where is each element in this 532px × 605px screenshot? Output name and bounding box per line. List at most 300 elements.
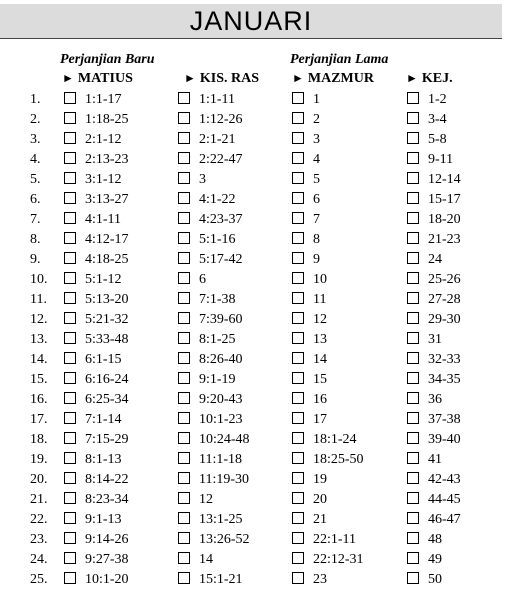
reading-cell-kis-ras bbox=[178, 512, 243, 528]
reading-cell-matius bbox=[64, 152, 129, 168]
reading-checkbox[interactable] bbox=[64, 112, 76, 124]
table-row bbox=[0, 152, 532, 172]
reading-checkbox[interactable] bbox=[407, 312, 419, 324]
reading-cell-kis-ras bbox=[178, 92, 235, 108]
reading-passage: 25-26 bbox=[428, 272, 461, 287]
reading-cell-kej bbox=[407, 472, 461, 488]
reading-cell-kej bbox=[407, 412, 461, 428]
reading-checkbox[interactable] bbox=[292, 212, 304, 224]
reading-checkbox[interactable] bbox=[64, 412, 76, 424]
reading-cell-kej bbox=[407, 552, 442, 568]
reading-cell-kis-ras bbox=[178, 532, 250, 548]
reading-cell-kej bbox=[407, 192, 461, 208]
reading-checkbox[interactable] bbox=[407, 412, 419, 424]
day-number: 11. bbox=[30, 292, 47, 307]
reading-cell-mazmur bbox=[292, 512, 327, 528]
reading-checkbox[interactable] bbox=[64, 152, 76, 164]
reading-cell-kej bbox=[407, 512, 461, 528]
table-row bbox=[0, 192, 532, 212]
reading-checkbox[interactable] bbox=[64, 172, 76, 184]
reading-passage: 15-17 bbox=[428, 192, 461, 207]
reading-passage: 5:13-20 bbox=[85, 292, 129, 307]
reading-checkbox[interactable] bbox=[178, 212, 190, 224]
reading-passage: 4:12-17 bbox=[85, 232, 129, 247]
reading-checkbox[interactable] bbox=[407, 552, 419, 564]
reading-checkbox[interactable] bbox=[407, 252, 419, 264]
reading-checkbox[interactable] bbox=[292, 512, 304, 524]
table-row bbox=[0, 492, 532, 512]
table-row bbox=[0, 92, 532, 112]
reading-checkbox[interactable] bbox=[292, 552, 304, 564]
reading-passage: 7:1-38 bbox=[199, 292, 236, 307]
reading-passage: 24 bbox=[428, 252, 442, 267]
reading-passage: 14 bbox=[199, 552, 213, 567]
reading-passage: 7:15-29 bbox=[85, 432, 129, 447]
reading-checkbox[interactable] bbox=[407, 192, 419, 204]
day-number: 5. bbox=[30, 172, 41, 187]
reading-passage: 11:19-30 bbox=[199, 472, 250, 487]
day-number: 1. bbox=[30, 92, 41, 107]
reading-cell-matius bbox=[64, 392, 129, 408]
reading-passage: 29-30 bbox=[428, 312, 461, 327]
reading-passage: 5:33-48 bbox=[85, 332, 129, 347]
reading-checkbox[interactable] bbox=[178, 412, 190, 424]
reading-cell-mazmur bbox=[292, 172, 320, 188]
reading-checkbox[interactable] bbox=[292, 492, 304, 504]
reading-checkbox[interactable] bbox=[64, 372, 76, 384]
reading-cell-kis-ras bbox=[178, 232, 236, 248]
reading-cell-kis-ras bbox=[178, 272, 206, 288]
reading-cell-mazmur bbox=[292, 372, 327, 388]
reading-passage: 36 bbox=[428, 392, 442, 407]
reading-checkbox[interactable] bbox=[64, 232, 76, 244]
reading-cell-kej bbox=[407, 272, 461, 288]
reading-passage: 15:1-21 bbox=[199, 572, 243, 587]
reading-passage: 23 bbox=[313, 572, 327, 587]
reading-passage: 5:21-32 bbox=[85, 312, 129, 327]
reading-checkbox[interactable] bbox=[64, 552, 76, 564]
reading-cell-kej bbox=[407, 372, 461, 388]
reading-passage: 6:1-15 bbox=[85, 352, 122, 367]
reading-passage: 50 bbox=[428, 572, 442, 587]
reading-passage: 12-14 bbox=[428, 172, 461, 187]
reading-passage: 6:25-34 bbox=[85, 392, 129, 407]
day-number: 23. bbox=[30, 532, 48, 547]
reading-cell-mazmur bbox=[292, 112, 320, 128]
reading-cell-matius bbox=[64, 412, 122, 428]
reading-passage: 11 bbox=[313, 292, 327, 307]
reading-checkbox[interactable] bbox=[292, 112, 304, 124]
reading-checkbox[interactable] bbox=[292, 352, 304, 364]
reading-cell-kis-ras bbox=[178, 152, 243, 168]
reading-passage: 12 bbox=[199, 492, 213, 507]
reading-checkbox[interactable] bbox=[178, 112, 190, 124]
table-row bbox=[0, 212, 532, 232]
reading-checkbox[interactable] bbox=[292, 432, 304, 444]
day-number: 22. bbox=[30, 512, 48, 527]
table-row bbox=[0, 552, 532, 572]
table-row bbox=[0, 392, 532, 412]
table-row bbox=[0, 292, 532, 312]
reading-checkbox[interactable] bbox=[64, 312, 76, 324]
day-number: 17. bbox=[30, 412, 48, 427]
reading-cell-matius bbox=[64, 512, 122, 528]
reading-checkbox[interactable] bbox=[64, 352, 76, 364]
reading-passage: 42-43 bbox=[428, 472, 461, 487]
reading-passage: 3 bbox=[199, 172, 206, 187]
reading-checkbox[interactable] bbox=[407, 372, 419, 384]
reading-checkbox[interactable] bbox=[178, 272, 190, 284]
reading-cell-matius bbox=[64, 112, 129, 128]
reading-cell-matius bbox=[64, 192, 129, 208]
reading-cell-mazmur bbox=[292, 232, 320, 248]
reading-passage: 10:24-48 bbox=[199, 432, 250, 447]
reading-cell-mazmur bbox=[292, 92, 320, 108]
reading-passage: 7:1-14 bbox=[85, 412, 122, 427]
reading-cell-kej bbox=[407, 292, 461, 308]
reading-passage: 8:14-22 bbox=[85, 472, 129, 487]
reading-cell-kej bbox=[407, 572, 442, 588]
reading-checkbox[interactable] bbox=[64, 292, 76, 304]
reading-cell-kis-ras bbox=[178, 292, 236, 308]
reading-checkbox[interactable] bbox=[64, 492, 76, 504]
reading-checkbox[interactable] bbox=[178, 532, 190, 544]
reading-checkbox[interactable] bbox=[292, 272, 304, 284]
reading-checkbox[interactable] bbox=[178, 372, 190, 384]
reading-passage: 49 bbox=[428, 552, 442, 567]
table-row bbox=[0, 312, 532, 332]
reading-checkbox[interactable] bbox=[178, 152, 190, 164]
reading-checkbox[interactable] bbox=[407, 92, 419, 104]
title-bar bbox=[0, 4, 502, 39]
reading-cell-matius bbox=[64, 212, 121, 228]
reading-cell-kis-ras bbox=[178, 552, 213, 568]
reading-passage: 13:26-52 bbox=[199, 532, 250, 547]
reading-passage: 27-28 bbox=[428, 292, 461, 307]
reading-cell-mazmur bbox=[292, 472, 327, 488]
day-number: 14. bbox=[30, 352, 48, 367]
reading-cell-matius bbox=[64, 172, 122, 188]
reading-passage: 8 bbox=[313, 232, 320, 247]
reading-checkbox[interactable] bbox=[407, 172, 419, 184]
reading-checkbox[interactable] bbox=[64, 472, 76, 484]
reading-checkbox[interactable] bbox=[407, 532, 419, 544]
reading-passage: 5 bbox=[313, 172, 320, 187]
reading-checkbox[interactable] bbox=[407, 132, 419, 144]
reading-checkbox[interactable] bbox=[292, 252, 304, 264]
reading-cell-kej bbox=[407, 152, 453, 168]
reading-cell-matius bbox=[64, 292, 129, 308]
reading-checkbox[interactable] bbox=[407, 492, 419, 504]
reading-passage: 2 bbox=[313, 112, 320, 127]
reading-checkbox[interactable] bbox=[292, 232, 304, 244]
reading-cell-kej bbox=[407, 492, 461, 508]
reading-checkbox[interactable] bbox=[407, 432, 419, 444]
reading-checkbox[interactable] bbox=[64, 512, 76, 524]
reading-cell-kis-ras bbox=[178, 572, 243, 588]
arrow-right-icon: ► bbox=[62, 71, 74, 85]
reading-passage: 6:16-24 bbox=[85, 372, 129, 387]
day-number: 4. bbox=[30, 152, 41, 167]
reading-cell-mazmur bbox=[292, 212, 320, 228]
reading-cell-matius bbox=[64, 572, 129, 588]
reading-cell-kis-ras bbox=[178, 192, 236, 208]
reading-checkbox[interactable] bbox=[292, 372, 304, 384]
reading-passage: 5:17-42 bbox=[199, 252, 243, 267]
reading-checkbox[interactable] bbox=[407, 332, 419, 344]
reading-passage: 9 bbox=[313, 252, 320, 267]
reading-checkbox[interactable] bbox=[178, 232, 190, 244]
reading-cell-mazmur bbox=[292, 412, 327, 428]
reading-cell-kis-ras bbox=[178, 112, 243, 128]
day-number: 8. bbox=[30, 232, 41, 247]
reading-checkbox[interactable] bbox=[64, 192, 76, 204]
reading-checkbox[interactable] bbox=[407, 272, 419, 284]
reading-passage: 18-20 bbox=[428, 212, 461, 227]
reading-passage: 17 bbox=[313, 412, 327, 427]
reading-cell-mazmur bbox=[292, 192, 320, 208]
reading-checkbox[interactable] bbox=[292, 132, 304, 144]
reading-passage: 15 bbox=[313, 372, 327, 387]
reading-passage: 6 bbox=[313, 192, 320, 207]
reading-checkbox[interactable] bbox=[292, 472, 304, 484]
reading-cell-mazmur bbox=[292, 392, 327, 408]
reading-checkbox[interactable] bbox=[64, 92, 76, 104]
reading-checkbox[interactable] bbox=[407, 512, 419, 524]
table-row bbox=[0, 272, 532, 292]
reading-passage: 1 bbox=[313, 92, 320, 107]
reading-checkbox[interactable] bbox=[407, 392, 419, 404]
reading-passage: 22:12-31 bbox=[313, 552, 364, 567]
reading-cell-matius bbox=[64, 472, 129, 488]
table-row bbox=[0, 372, 532, 392]
reading-checkbox[interactable] bbox=[178, 432, 190, 444]
day-number: 6. bbox=[30, 192, 41, 207]
day-number: 18. bbox=[30, 432, 48, 447]
reading-checkbox[interactable] bbox=[292, 152, 304, 164]
column-header-matius: ► MATIUS bbox=[62, 71, 133, 86]
reading-passage: 9:1-13 bbox=[85, 512, 122, 527]
reading-passage: 9-11 bbox=[428, 152, 454, 167]
reading-cell-kis-ras bbox=[178, 392, 243, 408]
reading-checkbox[interactable] bbox=[407, 472, 419, 484]
reading-checkbox[interactable] bbox=[178, 452, 190, 464]
arrow-right-icon: ► bbox=[406, 71, 418, 85]
reading-passage: 46-47 bbox=[428, 512, 461, 527]
reading-passage: 13 bbox=[313, 332, 327, 347]
reading-checkbox[interactable] bbox=[64, 132, 76, 144]
section-old-testament: Perjanjian Lama bbox=[290, 52, 389, 67]
reading-passage: 48 bbox=[428, 532, 442, 547]
day-number: 2. bbox=[30, 112, 41, 127]
reading-passage: 18:25-50 bbox=[313, 452, 364, 467]
reading-passage: 21 bbox=[313, 512, 327, 527]
reading-passage: 3:1-12 bbox=[85, 172, 122, 187]
reading-cell-mazmur bbox=[292, 272, 327, 288]
reading-cell-kej bbox=[407, 112, 447, 128]
reading-passage: 32-33 bbox=[428, 352, 461, 367]
reading-checkbox[interactable] bbox=[407, 352, 419, 364]
reading-checkbox[interactable] bbox=[64, 252, 76, 264]
reading-checkbox[interactable] bbox=[407, 152, 419, 164]
reading-cell-kej bbox=[407, 232, 461, 248]
reading-passage: 5:1-12 bbox=[85, 272, 122, 287]
reading-checkbox[interactable] bbox=[64, 532, 76, 544]
reading-passage: 5:1-16 bbox=[199, 232, 236, 247]
reading-cell-kis-ras bbox=[178, 492, 213, 508]
reading-checkbox[interactable] bbox=[178, 332, 190, 344]
reading-checkbox[interactable] bbox=[292, 92, 304, 104]
reading-passage: 10:1-20 bbox=[85, 572, 129, 587]
reading-checkbox[interactable] bbox=[407, 232, 419, 244]
reading-cell-mazmur bbox=[292, 432, 357, 448]
day-number: 20. bbox=[30, 472, 48, 487]
reading-checkbox[interactable] bbox=[178, 252, 190, 264]
reading-checkbox[interactable] bbox=[292, 452, 304, 464]
reading-plan-table bbox=[0, 92, 532, 592]
reading-cell-kej bbox=[407, 212, 461, 228]
table-row bbox=[0, 532, 532, 552]
reading-checkbox[interactable] bbox=[178, 492, 190, 504]
reading-checkbox[interactable] bbox=[178, 92, 190, 104]
reading-checkbox[interactable] bbox=[407, 452, 419, 464]
reading-passage: 4:18-25 bbox=[85, 252, 129, 267]
reading-passage: 2:1-12 bbox=[85, 132, 122, 147]
reading-checkbox[interactable] bbox=[292, 312, 304, 324]
reading-checkbox[interactable] bbox=[64, 212, 76, 224]
column-header-kej: ► KEJ. bbox=[406, 71, 453, 86]
reading-checkbox[interactable] bbox=[292, 332, 304, 344]
reading-cell-matius bbox=[64, 232, 129, 248]
table-row bbox=[0, 252, 532, 272]
reading-checkbox[interactable] bbox=[178, 392, 190, 404]
reading-checkbox[interactable] bbox=[178, 172, 190, 184]
reading-checkbox[interactable] bbox=[407, 292, 419, 304]
reading-checkbox[interactable] bbox=[292, 532, 304, 544]
section-new-testament: Perjanjian Baru bbox=[60, 52, 155, 67]
reading-checkbox[interactable] bbox=[178, 472, 190, 484]
day-number: 13. bbox=[30, 332, 48, 347]
reading-checkbox[interactable] bbox=[64, 432, 76, 444]
reading-cell-matius bbox=[64, 452, 122, 468]
reading-checkbox[interactable] bbox=[407, 112, 419, 124]
reading-checkbox[interactable] bbox=[292, 392, 304, 404]
reading-checkbox[interactable] bbox=[178, 312, 190, 324]
reading-passage: 8:23-34 bbox=[85, 492, 129, 507]
day-number: 15. bbox=[30, 372, 48, 387]
reading-cell-kej bbox=[407, 452, 442, 468]
reading-passage: 9:20-43 bbox=[199, 392, 243, 407]
reading-cell-matius bbox=[64, 492, 129, 508]
table-row bbox=[0, 112, 532, 132]
reading-passage: 2:22-47 bbox=[199, 152, 243, 167]
reading-passage: 10 bbox=[313, 272, 327, 287]
reading-passage: 11:1-18 bbox=[199, 452, 243, 467]
reading-checkbox[interactable] bbox=[178, 292, 190, 304]
reading-cell-mazmur bbox=[292, 132, 320, 148]
reading-cell-mazmur bbox=[292, 312, 327, 328]
reading-cell-matius bbox=[64, 372, 129, 388]
reading-passage: 4 bbox=[313, 152, 320, 167]
day-number: 3. bbox=[30, 132, 41, 147]
reading-passage: 5-8 bbox=[428, 132, 447, 147]
day-number: 16. bbox=[30, 392, 48, 407]
table-row bbox=[0, 232, 532, 252]
reading-passage: 1:1-11 bbox=[199, 92, 236, 107]
table-row bbox=[0, 512, 532, 532]
reading-cell-mazmur bbox=[292, 292, 326, 308]
reading-passage: 2:1-21 bbox=[199, 132, 236, 147]
reading-checkbox[interactable] bbox=[178, 352, 190, 364]
reading-cell-matius bbox=[64, 272, 122, 288]
table-row bbox=[0, 352, 532, 372]
reading-cell-mazmur bbox=[292, 492, 327, 508]
reading-passage: 18:1-24 bbox=[313, 432, 357, 447]
table-row bbox=[0, 132, 532, 152]
reading-checkbox[interactable] bbox=[178, 552, 190, 564]
reading-cell-mazmur bbox=[292, 152, 320, 168]
reading-cell-mazmur bbox=[292, 332, 327, 348]
table-row bbox=[0, 432, 532, 452]
table-row bbox=[0, 412, 532, 432]
reading-checkbox[interactable] bbox=[178, 572, 190, 584]
reading-checkbox[interactable] bbox=[64, 332, 76, 344]
reading-checkbox[interactable] bbox=[292, 412, 304, 424]
day-number: 24. bbox=[30, 552, 48, 567]
reading-passage: 3-4 bbox=[428, 112, 447, 127]
reading-cell-kej bbox=[407, 92, 447, 108]
reading-cell-kej bbox=[407, 312, 461, 328]
reading-checkbox[interactable] bbox=[292, 292, 304, 304]
reading-checkbox[interactable] bbox=[178, 512, 190, 524]
reading-checkbox[interactable] bbox=[292, 172, 304, 184]
reading-checkbox[interactable] bbox=[407, 572, 419, 584]
reading-checkbox[interactable] bbox=[64, 452, 76, 464]
reading-cell-matius bbox=[64, 532, 129, 548]
reading-cell-kis-ras bbox=[178, 132, 236, 148]
reading-cell-kis-ras bbox=[178, 352, 243, 368]
day-number: 7. bbox=[30, 212, 41, 227]
reading-passage: 31 bbox=[428, 332, 442, 347]
reading-cell-matius bbox=[64, 132, 122, 148]
reading-checkbox[interactable] bbox=[292, 192, 304, 204]
reading-passage: 14 bbox=[313, 352, 327, 367]
reading-passage: 7:39-60 bbox=[199, 312, 243, 327]
reading-cell-kej bbox=[407, 432, 461, 448]
reading-cell-kis-ras bbox=[178, 412, 243, 428]
reading-passage: 1:1-17 bbox=[85, 92, 122, 107]
reading-passage: 9:1-19 bbox=[199, 372, 236, 387]
reading-checkbox[interactable] bbox=[178, 192, 190, 204]
reading-checkbox[interactable] bbox=[64, 572, 76, 584]
reading-checkbox[interactable] bbox=[64, 272, 76, 284]
reading-cell-matius bbox=[64, 252, 129, 268]
reading-checkbox[interactable] bbox=[407, 212, 419, 224]
reading-cell-kej bbox=[407, 252, 442, 268]
reading-passage: 9:27-38 bbox=[85, 552, 129, 567]
reading-cell-kis-ras bbox=[178, 432, 250, 448]
reading-passage: 8:1-13 bbox=[85, 452, 122, 467]
reading-cell-kej bbox=[407, 392, 442, 408]
reading-cell-kej bbox=[407, 172, 461, 188]
reading-checkbox[interactable] bbox=[292, 572, 304, 584]
reading-passage: 1:18-25 bbox=[85, 112, 129, 127]
reading-passage: 7 bbox=[313, 212, 320, 227]
reading-checkbox[interactable] bbox=[64, 392, 76, 404]
reading-cell-mazmur bbox=[292, 532, 356, 548]
reading-cell-mazmur bbox=[292, 452, 364, 468]
reading-checkbox[interactable] bbox=[178, 132, 190, 144]
